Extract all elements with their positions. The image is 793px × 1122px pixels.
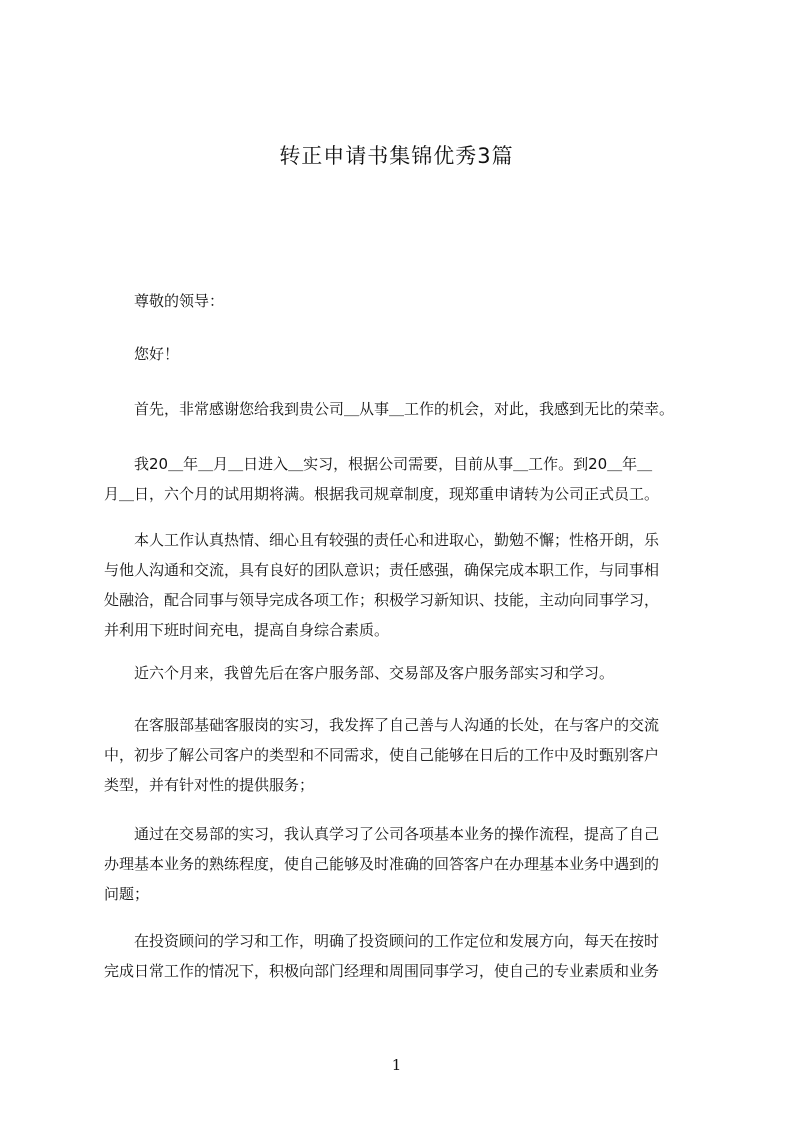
paragraph-greeting [104,339,704,369]
paragraph-line: 近六个月来，我曾先后在客户服务部、交易部及客户服务部实习和学习。 [104,664,615,682]
paragraph-line: 尊敬的领导： [104,292,225,310]
paragraph-line: 通过在交易部的实习，我认真学习了公司各项基本业务的操作流程，提高了自己 [104,825,660,843]
paragraph-line: 完成日常工作的情况下，积极向部门经理和周围同事学习，使自己的专业素质和业务 [104,962,660,980]
paragraph-line: 并利用下班时间充电，提高自身综合素质。 [104,621,390,639]
paragraph-trading-dept [104,819,704,909]
paragraph-investment-advisor [104,926,704,986]
paragraph-line: 处融洽，配合同事与领导完成各项工作；积极学习新知识、技能，主动向同事学习， [104,591,660,609]
paragraph-line: 本人工作认真热情、细心且有较强的责任心和进取心，勤勉不懈；性格开朗，乐 [104,531,660,549]
paragraph-line: 在投资顾问的学习和工作，明确了投资顾问的工作定位和发展方向，每天在按时 [104,932,660,950]
page-number: 1 [391,1056,402,1074]
paragraph-customer-service [104,710,704,800]
paragraph-line: 与他人沟通和交流，具有良好的团队意识；责任感强，确保完成本职工作，与同事相 [104,561,660,579]
document-title: 转正申请书集锦优秀3篇 [279,144,514,168]
paragraph-line: 在客服部基础客服岗的实习，我发挥了自己善与人沟通的长处，在与客户的交流 [104,716,660,734]
paragraph-line: 中，初步了解公司客户的类型和不同需求，使自己能够在日后的工作中及时甄别客户 [104,746,660,764]
paragraph-line: 类型，并有针对性的提供服务； [104,776,315,794]
paragraph-line: 问题； [104,885,150,903]
paragraph-probation [104,449,704,509]
paragraph-line: 我20＿年＿月＿日进入＿实习，根据公司需要，目前从事＿工作。到20＿年＿ [104,455,653,473]
paragraph-line: 办理基本业务的熟练程度，使自己能够及时准确的回答客户在办理基本业务中遇到的 [104,855,660,873]
paragraph-line: 首先，非常感谢您给我到贵公司＿从事＿工作的机会，对此，我感到无比的荣幸。 [104,400,675,418]
paragraph-line: 月＿日，六个月的试用期将满。根据我司规章制度，现郑重申请转为公司正式员工。 [104,485,660,503]
paragraph-thanks [104,394,704,424]
paragraph-salutation [104,286,704,316]
paragraph-line: 您好！ [104,345,180,363]
paragraph-self-assessment [104,525,704,645]
paragraph-rotation [104,658,704,688]
